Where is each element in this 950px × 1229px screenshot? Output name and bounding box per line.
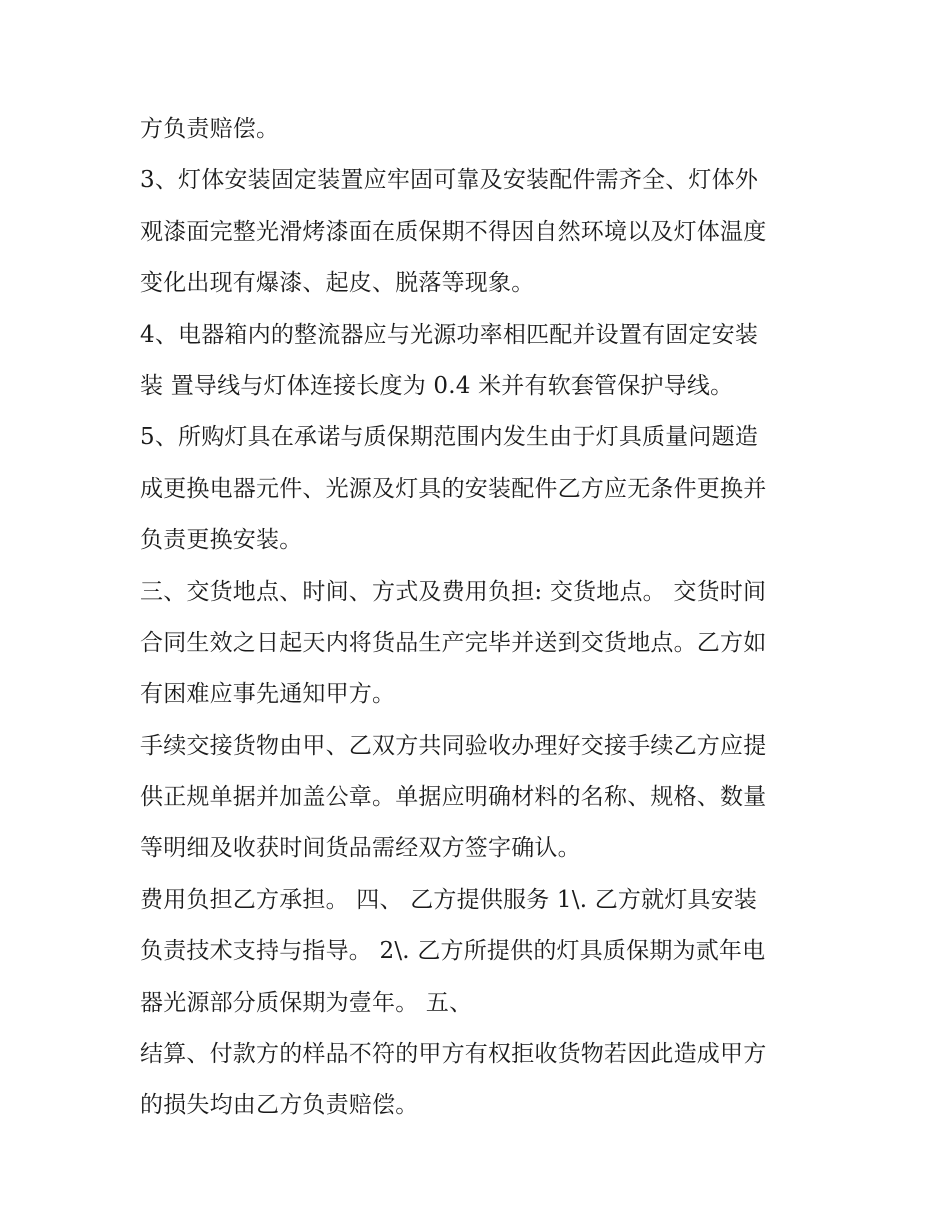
text-line: 方负责赔偿。 xyxy=(140,116,280,142)
document-body xyxy=(140,104,830,1132)
text-line: 费用负担乙方承担。 四、 乙方提供服务 1\. 乙方就灯具安装 xyxy=(140,886,758,913)
text-line: 器光源部分质保期为壹年。 五、 xyxy=(140,989,473,1016)
text-line: 合同生效之日起天内将货品生产完毕并送到交货地点。乙方如 xyxy=(140,629,767,656)
text-line: 三、交货地点、时间、方式及费用负担: 交货地点。 交货时间 xyxy=(140,578,767,605)
text-line: 负责技术支持与指导。 2\. 乙方所提供的灯具质保期为贰年电 xyxy=(140,938,766,965)
text-line: 4、电器箱内的整流器应与光源功率相匹配并设置有固定安装 xyxy=(140,321,759,348)
text-line: 观漆面完整光滑烤漆面在质保期不得因自然环境以及灯体温度 xyxy=(140,218,767,245)
text-line: 供正规单据并加盖公章。单据应明确材料的名称、规格、数量 xyxy=(140,784,767,811)
text-line: 负责更换安装。 xyxy=(140,527,303,554)
text-line: 等明细及收获时间货品需经双方签字确认。 xyxy=(140,835,581,862)
text-line: 装 置导线与灯体连接长度为 0.4 米并有软套管保护导线。 xyxy=(140,372,734,399)
text-line: 手续交接货物由甲、乙双方共同验收办理好交接手续乙方应提 xyxy=(140,732,767,759)
text-line: 3、灯体安装固定装置应牢固可靠及安装配件需齐全、灯体外 xyxy=(140,167,759,194)
text-line: 变化出现有爆漆、起皮、脱落等现象。 xyxy=(140,270,535,297)
text-line: 的损失均由乙方负责赔偿。 xyxy=(140,1092,419,1119)
text-line: 成更换电器元件、光源及灯具的安装配件乙方应无条件更换并 xyxy=(140,475,767,502)
text-line: 5、所购灯具在承诺与质保期范围内发生由于灯具质量问题造 xyxy=(140,424,759,451)
text-line: 结算、付款方的样品不符的甲方有权拒收货物若因此造成甲方 xyxy=(140,1041,767,1068)
text-line: 有困难应事先通知甲方。 xyxy=(140,681,396,708)
